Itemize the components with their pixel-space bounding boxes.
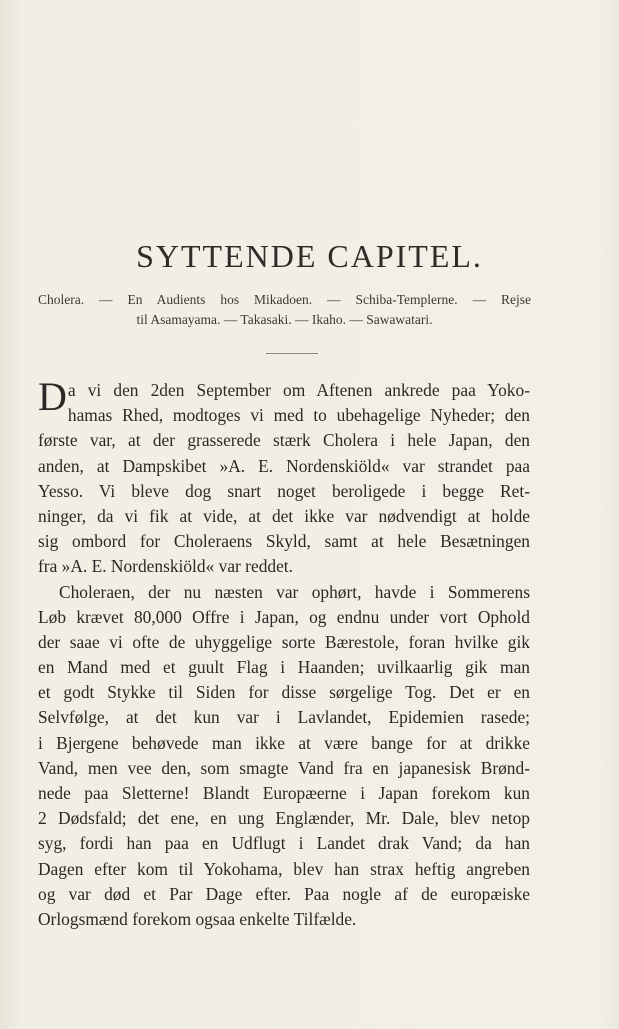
text-line: der saae vi ofte de uhyggelige sorte Bærestole, foran hvilke gik	[38, 631, 530, 652]
chapter-summary	[38, 290, 531, 330]
section-divider	[266, 353, 318, 354]
text-line: hamas Rhed, modtoges vi med to ubehagelige Nyheder; den	[67, 405, 530, 426]
paragraph-2	[38, 580, 530, 933]
drop-cap: D	[38, 374, 67, 419]
summary-line: Cholera. — En Audients hos Mikadoen. — Schiba-Templerne. — Rejse	[38, 292, 531, 307]
text-line: fra »A. E. Nordenskiöld« var reddet.	[38, 556, 293, 577]
text-line: et godt Stykke til Siden for disse sørgelige Tog. Det er en	[38, 682, 530, 703]
text-line: 2 Dødsfald; det ene, en ung Englænder, Mr. Dale, blev netop	[38, 808, 530, 829]
chapter-title: SYTTENDE CAPITEL.	[136, 238, 483, 274]
text-line: Choleraen, der nu næsten var ophørt, havde i Sommerens	[59, 581, 530, 602]
text-line: nede paa Sletterne! Blandt Europæerne i Japan forekom kun	[38, 783, 530, 803]
text-line: sig ombord for Choleraens Skyld, samt at hele Besætningen	[38, 531, 530, 552]
paragraph-1	[38, 374, 530, 580]
text-line: i Bjergene behøvede man ikke at være bange for at drikke	[38, 732, 530, 753]
summary-line: til Asamayama. — Takasaki. — Ikaho. — Sawawatari.	[136, 312, 433, 327]
text-line: Dagen efter kom til Yokohama, blev han strax heftig angreben	[38, 858, 530, 879]
text-line: syg, fordi han paa en Udflugt i Landet drak Vand; da han	[38, 833, 530, 854]
text-line: Orlogsmænd forekom ogsaa enkelte Tilfælde.	[38, 908, 357, 929]
text-line: første var, at der grasserede stærk Cholera i hele Japan, den	[38, 430, 530, 451]
text-line: Yesso. Vi bleve dog snart noget beroligede i begge Ret-	[38, 480, 530, 501]
text-line: en Mand med et guult Flag i Haanden; uvilkaarlig gik man	[38, 657, 530, 678]
text-line: ninger, da vi fik at vide, at det ikke var nødvendigt at holde	[38, 505, 530, 526]
text-line: Løb krævet 80,000 Offre i Japan, og endnu under vort Ophold	[38, 606, 530, 627]
body-text	[38, 374, 530, 932]
text-line: anden, at Dampskibet »A. E. Nordenskiöld« var strandet paa	[38, 455, 530, 476]
text-line: Vand, men vee den, som smagte Vand fra en japanesisk Brønd-	[38, 757, 530, 778]
text-line: og var død et Par Dage efter. Paa nogle af de europæiske	[38, 883, 530, 904]
text-line: a vi den 2den September om Aftenen ankrede paa Yoko-	[67, 380, 530, 400]
text-line: Selvfølge, at det kun var i Lavlandet, Epidemien rasede;	[38, 707, 530, 728]
